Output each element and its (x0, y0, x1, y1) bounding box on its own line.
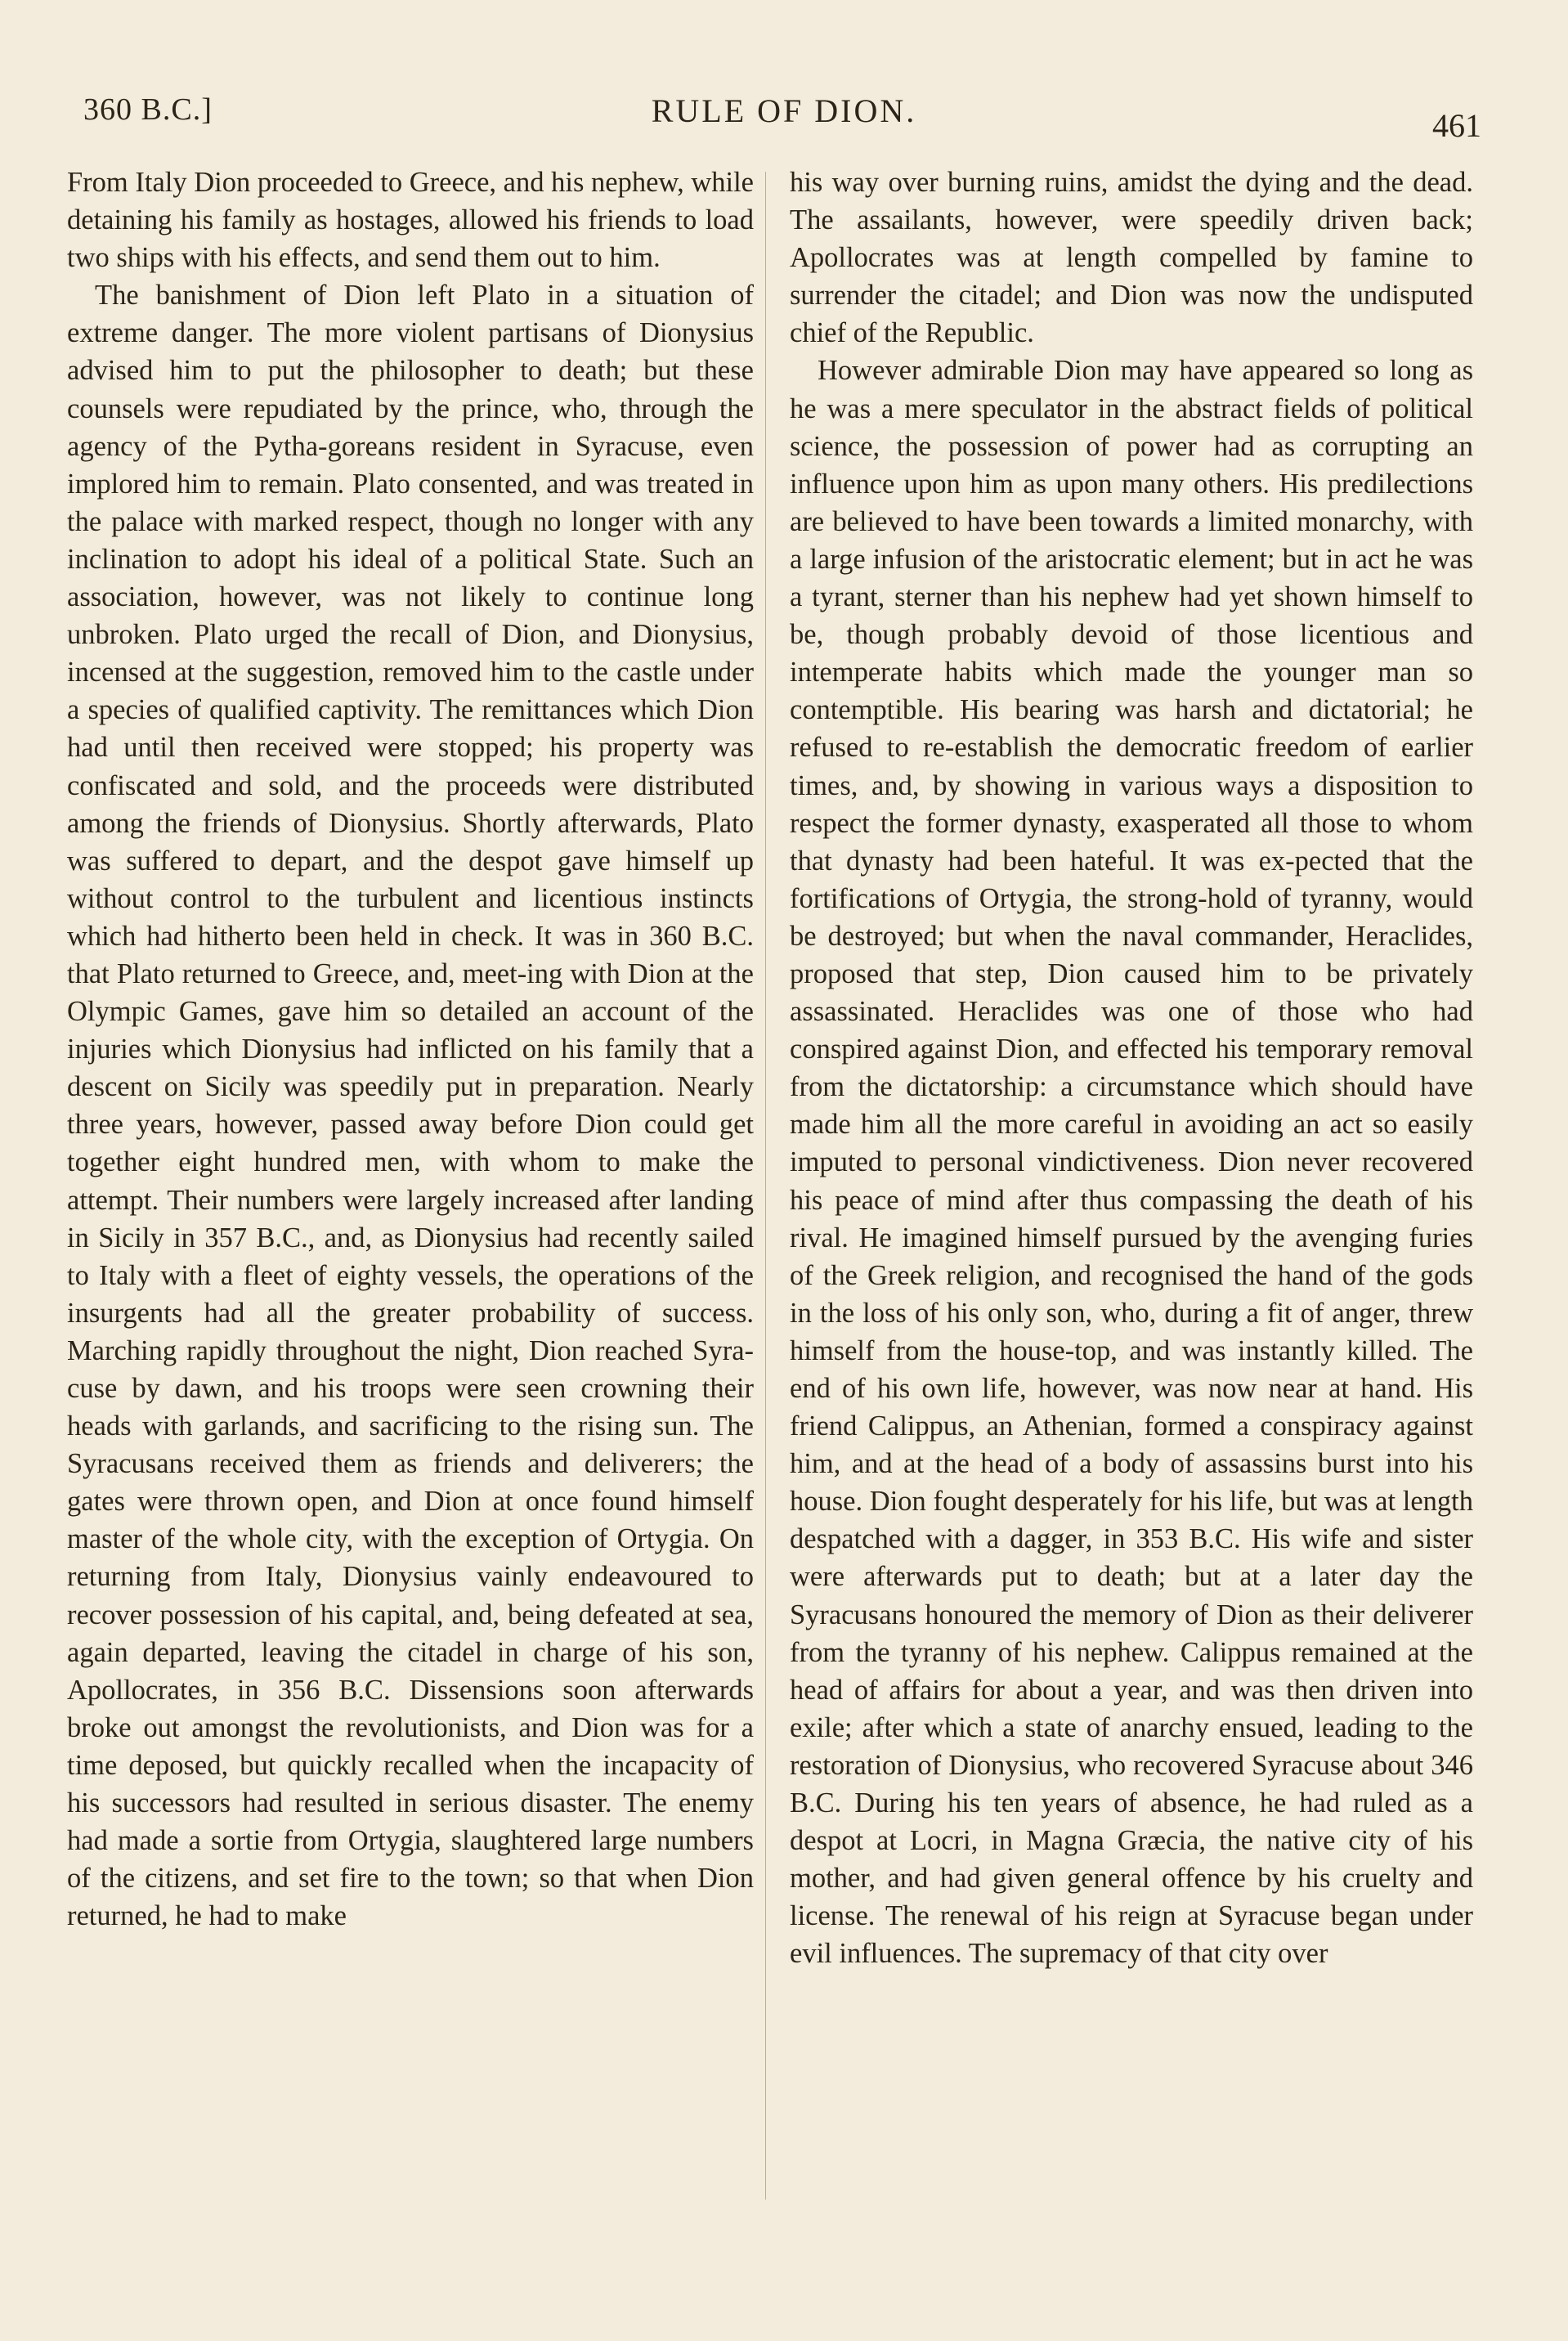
page-number: 461 (1432, 107, 1481, 144)
column-divider (765, 172, 766, 2200)
header-date-range: 360 B.C.] (83, 92, 213, 127)
chapter-title: RULE OF DION. (651, 92, 917, 129)
running-header (78, 88, 1490, 144)
paragraph: The banishment of Dion left Plato in a situation of extreme danger. The more violent partisans of Dionysius advised him to put the philosopher to death; but these counsels were repudiated by the prince, who, through the agency of the Pytha-goreans resident in Syracuse, even implored him to remain. Plato consented, and was treated in the palace with marked respect, though no longer with any inclination to adopt his ideal of a political State. Such an association, however, was not likely to continue long unbroken. Plato urged the recall of Dion, and Dionysius, incensed at the suggestion, removed him to the castle under a species of qualified captivity. The remittances which Dion had until then received were stopped; his property was confiscated and sold, and the proceeds were distributed among the friends of Dionysius. Shortly afterwards, Plato was suffered to depart, and the despot gave himself up without control to the turbulent and licentious instincts which had hitherto been held in check. It was in 360 B.C. that Plato returned to Greece, and, meet-ing with Dion at the Olympic Games, gave him so detailed an account of the injuries which Dionysius had inflicted on his family that a descent on Sicily was speedily put in preparation. Nearly three years, however, passed away before Dion could get together eight hundred men, with whom to make the attempt. Their numbers were largely increased after landing in Sicily in 357 B.C., and, as Dionysius had recently sailed to Italy with a fleet of eighty vessels, the operations of the insurgents had all the greater probability of success. Marching rapidly throughout the night, Dion reached Syra-cuse by dawn, and his troops were seen crowning their heads with garlands, and sacrificing to the rising sun. The Syracusans received them as friends and deliverers; the gates were thrown open, and Dion at once found himself master of the whole city, with the exception of Ortygia. On returning from Italy, Dionysius vainly endeavoured to recover possession of his capital, and, being defeated at sea, again departed, leaving the citadel in charge of his son, Apollocrates, in 356 B.C. Dissensions soon afterwards broke out amongst the revolutionists, and Dion was for a time deposed, but quickly recalled when the incapacity of his successors had resulted in serious disaster. The enemy had made a sortie from Ortygia, slaughtered large numbers of the citizens, and set fire to the town; so that when Dion returned, he had to make (67, 280, 754, 1932)
paragraph: However admirable Dion may have appeared so long as he was a mere speculator in the abstract fields of political science, the possession of power had as corrupting an influence upon him as upon many others. His predilections are believed to have been towards a limited monarchy, with a large infusion of the aristocratic element; but in act he was a tyrant, sterner than his nephew had yet shown himself to be, though probably devoid of those licentious and intemperate habits which made the younger man so contemptible. His bearing was harsh and dictatorial; he refused to re-establish the democratic freedom of earlier times, and, by showing in various ways a disposition to respect the former dynasty, exasperated all those to whom that dynasty had been hateful. It was ex-pected that the fortifications of Ortygia, the strong-hold of tyranny, would be destroyed; but when the naval commander, Heraclides, proposed that step, Dion caused him to be privately assassinated. Heraclides was one of those who had conspired against Dion, and effected his temporary removal from the dictatorship: a circumstance which should have made him all the more careful in avoiding an act so easily imputed to personal vindictiveness. Dion never recovered his peace of mind after thus compassing the death of his rival. He imagined himself pursued by the avenging furies of the Greek religion, and recognised the hand of the gods in the loss of his only son, who, during a fit of anger, threw himself from the house-top, and was instantly killed. The end of his own life, however, was now near at hand. His friend Calippus, an Athenian, formed a conspiracy against him, and at the head of a body of assassins burst into his house. Dion fought desperately for his life, but was at length despatched with a dagger, in 353 B.C. His wife and sister were afterwards put to death; but at a later day the Syracusans honoured the memory of Dion as their deliverer from the tyranny of his nephew. Calippus remained at the head of affairs for about a year, and was then driven into exile; after which a state of anarchy ensued, leading to the restoration of Dionysius, who recovered Syracuse about 346 B.C. During his ten years of absence, he had ruled as a despot at Locri, in Magna Græcia, the native city of his mother, and had given general offence by his cruelty and license. The renewal of his reign at Syracuse began under evil influences. The supremacy of that city over (790, 355, 1473, 1970)
right-column (790, 164, 1473, 1973)
paragraph: From Italy Dion proceeded to Greece, and his nephew, while detaining his family as hostages, allowed his friends to load two ships with his effects, and send them out to him. (67, 167, 754, 274)
left-column (67, 164, 754, 1935)
paragraph: his way over burning ruins, amidst the dying and the dead. The assailants, however, were speedily driven back; Apollocrates was at length compelled by famine to surrender the citadel; and Dion was now the undisputed chief of the Republic. (790, 167, 1473, 349)
